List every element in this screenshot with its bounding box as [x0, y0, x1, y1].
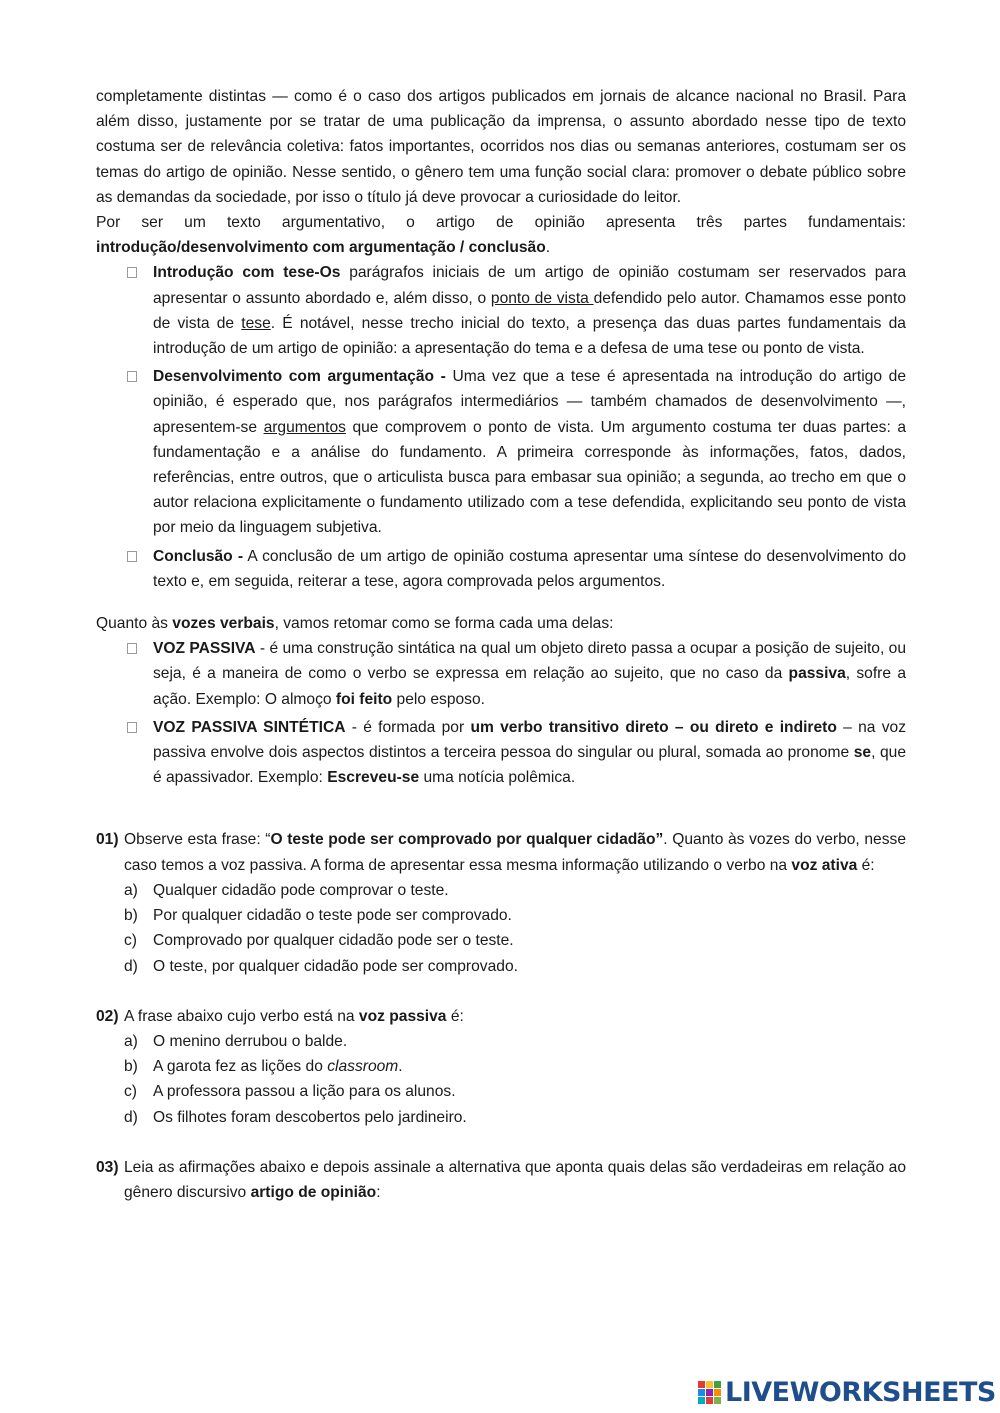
- worksheet-page: [96, 84, 906, 1205]
- option-a[interactable]: a) Qualquer cidadão pode comprovar o teste.: [124, 881, 449, 899]
- question-03: [96, 1155, 906, 1205]
- list-item: Introdução com tese-Os parágrafos iniciais de um artigo de opinião costumam ser reservados para apresentar o assunto abordado e, além disso, o ponto de vista defendido pelo autor. Chamamos esse ponto de vista de tese. É notável, nesse trecho inicial do texto, a presença das duas partes fundamentais da introdução de um artigo de opinião: a apresentação do tema e a defesa de uma tese ou ponto de vista.: [96, 260, 906, 361]
- question-01: [96, 827, 906, 978]
- bullet-box-icon: [127, 722, 137, 733]
- question-02: [96, 1004, 906, 1130]
- question-number: 02): [96, 1007, 119, 1025]
- option-c[interactable]: c) A professora passou a lição para os alunos.: [124, 1083, 456, 1101]
- liveworksheets-mark-icon: [697, 1379, 723, 1407]
- vozes-list: [96, 636, 906, 790]
- intro-paragraph: completamente distintas — como é o caso dos artigos publicados em jornais de alcance nacional no Brasil. Para além disso, justamente por se tratar de uma publicação da imprensa, o assunto abordado nesse tipo de texto costuma ser de relevância coletiva: fatos importantes, ocorridos nos dias ou semanas anteriores, costumam ser os temas do artigo de opinião. Nesse sentido, o gênero tem uma função social clara: promover o debate público sobre as demandas da sociedade, por isso o título já deve provocar a curiosidade do leitor.: [96, 88, 906, 206]
- option-d[interactable]: d) O teste, por qualquer cidadão pode ser comprovado.: [124, 957, 518, 975]
- option-d[interactable]: d) Os filhotes foram descobertos pelo jardineiro.: [124, 1108, 467, 1126]
- list-item: VOZ PASSIVA - é uma construção sintática na qual um objeto direto passa a ocupar a posição de sujeito, ou seja, é a maneira de como o verbo se expressa em relação ao sujeito, que no caso da passiva, sofre a ação. Exemplo: O almoço foi feito pelo esposo.: [96, 636, 906, 712]
- intro-parts-paragraph: Por ser um texto argumentativo, o artigo de opinião apresenta três partes fundamentais: introdução/desenvolvimento com argumentação / conclusão.: [96, 214, 906, 257]
- intro-text: [96, 84, 906, 260]
- liveworksheets-logo: [697, 1377, 996, 1409]
- bullet-box-icon: [127, 551, 137, 562]
- question-number: 01): [96, 831, 119, 849]
- bullet-box-icon: [127, 267, 137, 278]
- vozes-intro: Quanto às vozes verbais, vamos retomar como se forma cada uma delas:: [96, 615, 614, 633]
- options-list: [96, 1029, 906, 1130]
- option-a[interactable]: a) O menino derrubou o balde.: [124, 1032, 348, 1050]
- option-b[interactable]: b) Por qualquer cidadão o teste pode ser comprovado.: [124, 907, 512, 925]
- bullet-box-icon: [127, 643, 137, 654]
- question-text: 02) A frase abaixo cujo verbo está na voz passiva é:: [96, 1004, 906, 1029]
- brand-name: LIVEWORKSHEETS: [725, 1377, 996, 1408]
- list-item: Conclusão - A conclusão de um artigo de opinião costuma apresentar uma síntese do desenvolvimento do texto e, em seguida, reiterar a tese, agora comprovada pelos argumentos.: [96, 544, 906, 594]
- option-c[interactable]: c) Comprovado por qualquer cidadão pode ser o teste.: [124, 932, 514, 950]
- question-text: 01) Observe esta frase: “O teste pode ser comprovado por qualquer cidadão”. Quanto às vozes do verbo, nesse caso temos a voz passiva. A forma de apresentar essa mesma informação utilizando o verbo na voz ativa é:: [96, 827, 906, 877]
- article-parts-list: [96, 260, 906, 594]
- question-text: 03) Leia as afirmações abaixo e depois assinale a alternativa que aponta quais delas são verdadeiras em relação ao gênero discursivo artigo de opinião:: [96, 1155, 906, 1205]
- option-b[interactable]: b) A garota fez as lições do classroom.: [124, 1058, 403, 1076]
- question-number: 03): [96, 1158, 119, 1176]
- bullet-box-icon: [127, 371, 137, 382]
- list-item: VOZ PASSIVA SINTÉTICA - é formada por um verbo transitivo direto – ou direto e indireto – na voz passiva envolve dois aspectos distintos a terceira pessoa do singular ou plural, somada ao pronome se, que é apassivador. Exemplo: Escreveu-se uma notícia polêmica.: [96, 715, 906, 791]
- options-list: [96, 878, 906, 979]
- list-item: Desenvolvimento com argumentação - Uma vez que a tese é apresentada na introdução do artigo de opinião, é esperado que, nos parágrafos intermediários — também chamados de desenvolvimento —, apresentem-se argumentos que comprovem o ponto de vista. Um argumento costuma ter duas partes: a fundamentação e a análise do fundamento. A primeira corresponde às informações, fatos, dados, referências, entre outros, que o articulista busca para embasar sua opinião; a segunda, ao trecho em que o autor relaciona explicitamente o fundamento utilizado com a tese defendida, explicitando seu ponto de vista por meio da linguagem subjetiva.: [96, 364, 906, 540]
